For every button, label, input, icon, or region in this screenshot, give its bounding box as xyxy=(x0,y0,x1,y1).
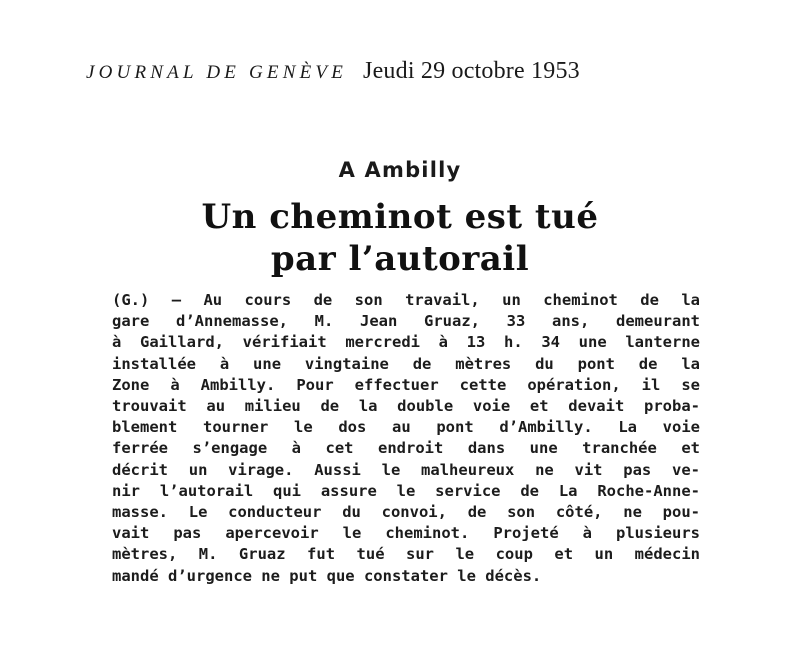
headline-line-2: par l’autorail xyxy=(270,239,530,279)
masthead xyxy=(86,58,706,92)
body-line: blement tourner le dos au pont d’Ambilly. La voie xyxy=(112,418,700,437)
body-line: Zone à Ambilly. Pour effectuer cette opération, il se xyxy=(112,375,700,394)
body-line: (G.) — Au cours de son travail, un cheminot de la xyxy=(112,291,700,309)
body-line: à Gaillard, vérifiait mercredi à 13 h. 34 une lanterne xyxy=(112,333,700,352)
body-line: mandé d’urgence ne put que constater le décès. xyxy=(112,566,542,585)
body-line: mètres, M. Gruaz fut tué sur le coup et un médecin xyxy=(112,545,700,564)
body-line: vait pas apercevoir le cheminot. Projeté à plusieurs xyxy=(112,524,700,543)
body-line: installée à une vingtaine de mètres du pont de la xyxy=(112,354,700,373)
publication-date: Jeudi 29 octobre 1953 xyxy=(363,58,580,84)
newspaper-name: JOURNAL DE GENÈVE xyxy=(86,62,348,83)
body-line: décrit un virage. Aussi le malheureux ne vit pas ve- xyxy=(112,460,700,479)
body-line: nir l’autorail qui assure le service de La Roche-Anne- xyxy=(112,481,700,500)
headline-line-1: Un cheminot est tué xyxy=(201,197,599,237)
body-line: trouvait au milieu de la double voie et devait proba- xyxy=(112,397,700,416)
body-line: ferrée s’engage à cet endroit dans une tranchée et xyxy=(112,439,700,458)
article-headline xyxy=(0,196,800,280)
body-line: gare d’Annemasse, M. Jean Gruaz, 33 ans, demeurant xyxy=(112,312,700,331)
article-kicker: A Ambilly xyxy=(338,158,462,182)
body-line: masse. Le conducteur du convoi, de son côté, ne pou- xyxy=(112,503,700,522)
article-body xyxy=(112,290,700,587)
